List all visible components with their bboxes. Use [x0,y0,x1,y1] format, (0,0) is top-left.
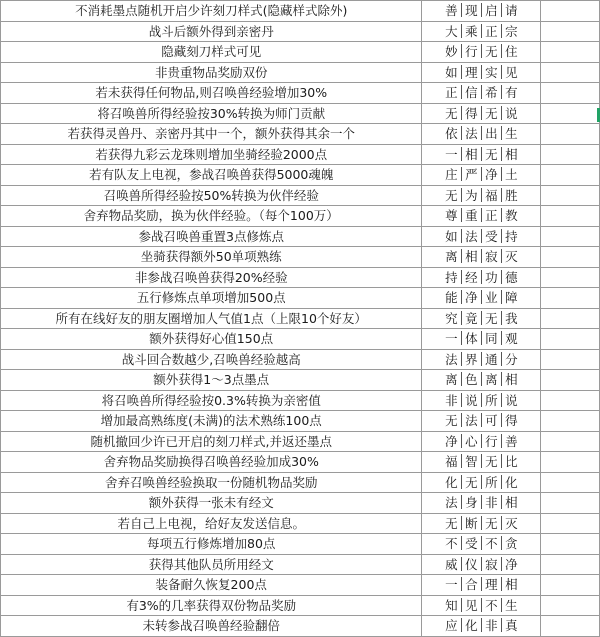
code-character: 净 [465,290,478,306]
code-character: 相 [465,146,478,162]
empty-cell[interactable] [541,370,600,391]
effect-cell[interactable]: 若未获得任何物品,则召唤兽经验增加30% [1,83,422,104]
code-cell[interactable] [422,616,541,637]
table-row [1,616,600,637]
code-character: 说 [505,105,518,121]
effect-cell[interactable]: 舍弃召唤兽经验换取一份随机物品奖励 [1,472,422,493]
code-character: 相 [465,249,478,265]
code-character: 寂 [485,249,498,265]
effect-cell[interactable]: 参战召唤兽重置3点修炼点 [1,226,422,247]
code-character: 无 [445,515,458,531]
code-character: 启 [485,3,498,19]
code-character: 相 [505,577,518,593]
code-character: 得 [465,105,478,121]
code-character: 法 [445,351,458,367]
code-character: 同 [485,331,498,347]
code-character: 重 [465,208,478,224]
code-character: 离 [445,249,458,265]
table-row [1,42,600,63]
table-row [1,206,600,227]
code-cell[interactable] [422,83,541,104]
effect-cell[interactable]: 所有在线好友的朋友圈增加人气值1点（上限10个好友） [1,308,422,329]
code-character: 无 [485,146,498,162]
effect-cell[interactable]: 舍弃物品奖励换得召唤兽经验加成30% [1,452,422,473]
table-row [1,349,600,370]
table-row [1,247,600,268]
empty-cell[interactable] [541,103,600,124]
code-character: 净 [445,433,458,449]
code-cell[interactable] [422,144,541,165]
code-cell[interactable] [422,103,541,124]
empty-cell[interactable] [541,62,600,83]
empty-cell[interactable] [541,452,600,473]
empty-cell[interactable] [541,206,600,227]
code-character: 身 [465,495,478,511]
effect-cell[interactable]: 若获得灵兽丹、亲密丹其中一个，额外获得其余一个 [1,124,422,145]
effect-cell[interactable]: 战斗回合数越少,召唤兽经验越高 [1,349,422,370]
code-cell[interactable] [422,554,541,575]
code-character: 究 [445,310,458,326]
code-cell[interactable] [422,472,541,493]
effect-cell[interactable]: 召唤兽所得经验按50%转换为伙伴经验 [1,185,422,206]
code-character: 威 [445,556,458,572]
empty-cell[interactable] [541,83,600,104]
code-character: 正 [485,23,498,39]
code-cell[interactable] [422,62,541,83]
code-character: 竟 [465,310,478,326]
code-character: 法 [465,126,478,142]
effect-cell[interactable]: 非参战召唤兽获得20%经验 [1,267,422,288]
effect-cell[interactable]: 若自己上电视，给好友发送信息。 [1,513,422,534]
code-character: 希 [485,85,498,101]
code-character: 不 [485,597,498,613]
code-character: 净 [505,556,518,572]
effect-cell[interactable]: 战斗后额外得到亲密丹 [1,21,422,42]
table-row [1,329,600,350]
table-row [1,411,600,432]
code-character: 合 [465,577,478,593]
code-cell[interactable] [422,288,541,309]
code-character: 无 [465,474,478,490]
code-character: 断 [465,515,478,531]
code-character: 所 [485,392,498,408]
code-character: 受 [465,536,478,552]
code-character: 一 [445,577,458,593]
code-character: 胜 [505,187,518,203]
effect-cell[interactable]: 隐藏刻刀样式可见 [1,42,422,63]
code-character: 无 [485,310,498,326]
code-character: 知 [445,597,458,613]
empty-cell[interactable] [541,42,600,63]
code-cell[interactable] [422,493,541,514]
effect-cell[interactable]: 若获得九彩云龙珠则增加坐骑经验2000点 [1,144,422,165]
table-row [1,513,600,534]
code-cell[interactable] [422,349,541,370]
code-cell[interactable] [422,452,541,473]
code-character: 净 [485,167,498,183]
code-character: 贪 [505,536,518,552]
empty-cell[interactable] [541,493,600,514]
code-character: 体 [465,331,478,347]
code-character: 不 [485,536,498,552]
code-cell[interactable] [422,124,541,145]
code-character: 心 [465,433,478,449]
table-row [1,452,600,473]
code-cell[interactable] [422,534,541,555]
code-character: 理 [485,577,498,593]
code-character: 持 [505,228,518,244]
table-row [1,431,600,452]
table-row [1,534,600,555]
empty-cell[interactable] [541,616,600,637]
code-character: 福 [445,454,458,470]
empty-cell[interactable] [541,185,600,206]
code-character: 有 [505,85,518,101]
empty-cell[interactable] [541,226,600,247]
code-character: 生 [505,597,518,613]
effect-cell[interactable]: 未转参战召唤兽经验翻倍 [1,616,422,637]
code-character: 障 [505,290,518,306]
code-character: 如 [445,64,458,80]
code-character: 分 [505,351,518,367]
code-character: 庄 [445,167,458,183]
code-character: 一 [445,331,458,347]
code-character: 应 [445,618,458,634]
code-character: 为 [465,187,478,203]
code-character: 无 [445,105,458,121]
empty-cell[interactable] [541,513,600,534]
code-cell[interactable] [422,21,541,42]
effect-cell[interactable]: 额外获得1～3点墨点 [1,370,422,391]
code-character: 福 [485,187,498,203]
code-character: 请 [505,3,518,19]
table-row [1,472,600,493]
code-character: 说 [505,392,518,408]
table-row [1,493,600,514]
code-cell[interactable] [422,431,541,452]
table-row [1,124,600,145]
code-cell[interactable] [422,411,541,432]
code-character: 正 [485,208,498,224]
empty-cell[interactable] [541,575,600,596]
code-character: 通 [485,351,498,367]
effect-cell[interactable]: 非贵重物品奖励双份 [1,62,422,83]
code-character: 行 [465,44,478,60]
code-character: 无 [485,44,498,60]
code-character: 善 [505,433,518,449]
table-row [1,575,600,596]
code-character: 寂 [485,556,498,572]
table-body [1,1,600,637]
empty-cell[interactable] [541,288,600,309]
code-character: 尊 [445,208,458,224]
effect-cell[interactable]: 每项五行修炼增加80点 [1,534,422,555]
code-character: 法 [465,413,478,429]
code-character: 离 [445,372,458,388]
table-row [1,83,600,104]
empty-cell[interactable] [541,431,600,452]
code-character: 教 [505,208,518,224]
effect-cell[interactable]: 将召唤兽所得经验按0.3%转换为亲密值 [1,390,422,411]
empty-cell[interactable] [541,247,600,268]
code-character: 无 [445,187,458,203]
empty-cell[interactable] [541,534,600,555]
empty-cell[interactable] [541,472,600,493]
code-cell[interactable] [422,42,541,63]
code-character: 见 [505,64,518,80]
code-character: 信 [465,85,478,101]
code-character: 正 [445,85,458,101]
code-character: 不 [445,536,458,552]
code-cell[interactable] [422,165,541,186]
code-character: 法 [445,495,458,511]
table-row [1,308,600,329]
empty-cell[interactable] [541,595,600,616]
code-character: 生 [505,126,518,142]
code-character: 严 [465,167,478,183]
code-character: 相 [505,495,518,511]
empty-cell[interactable] [541,390,600,411]
code-character: 行 [485,433,498,449]
effect-cell[interactable]: 不消耗墨点随机开启少许刻刀样式(隐藏样式除外) [1,1,422,22]
table-row [1,288,600,309]
code-character: 非 [445,392,458,408]
code-character: 功 [485,269,498,285]
code-character: 智 [465,454,478,470]
code-cell[interactable] [422,247,541,268]
code-cell[interactable] [422,513,541,534]
code-character: 色 [465,372,478,388]
code-character: 实 [485,64,498,80]
table-row [1,103,600,124]
code-character: 得 [505,413,518,429]
code-character: 善 [445,3,458,19]
table-row [1,267,600,288]
empty-cell[interactable] [541,124,600,145]
code-character: 经 [465,269,478,285]
table-row [1,390,600,411]
table-row [1,370,600,391]
effect-cell[interactable]: 将召唤兽所得经验按30%转换为师门贡献 [1,103,422,124]
code-cell[interactable] [422,575,541,596]
code-character: 我 [505,310,518,326]
code-character: 如 [445,228,458,244]
code-cell[interactable] [422,1,541,22]
code-character: 乘 [465,23,478,39]
code-character: 离 [485,372,498,388]
code-character: 德 [505,269,518,285]
code-cell[interactable] [422,595,541,616]
code-cell[interactable] [422,329,541,350]
code-character: 现 [465,3,478,19]
effect-cell[interactable]: 五行修炼点单项增加500点 [1,288,422,309]
effect-cell[interactable]: 若有队友上电视，参战召唤兽获得5000魂魄 [1,165,422,186]
empty-cell[interactable] [541,267,600,288]
code-character: 无 [485,454,498,470]
code-character: 见 [465,597,478,613]
code-character: 出 [485,126,498,142]
code-character: 灭 [505,515,518,531]
effect-cell[interactable]: 舍弃物品奖励，换为伙伴经验。（每个100万） [1,206,422,227]
code-cell[interactable] [422,206,541,227]
code-character: 无 [485,515,498,531]
effect-cell[interactable]: 增加最高熟练度(未满)的法术熟练100点 [1,411,422,432]
code-character: 住 [505,44,518,60]
empty-cell[interactable] [541,349,600,370]
code-character: 理 [465,64,478,80]
table-row [1,165,600,186]
code-character: 化 [445,474,458,490]
table-row [1,144,600,165]
empty-cell[interactable] [541,165,600,186]
table-row [1,21,600,42]
empty-cell[interactable] [541,144,600,165]
effect-cell[interactable]: 有3%的几率获得双份物品奖励 [1,595,422,616]
code-character: 宗 [505,23,518,39]
code-character: 妙 [445,44,458,60]
code-cell[interactable] [422,370,541,391]
code-character: 非 [485,618,498,634]
code-character: 可 [485,413,498,429]
code-character: 灭 [505,249,518,265]
table-row [1,185,600,206]
code-character: 大 [445,23,458,39]
code-cell[interactable] [422,267,541,288]
code-character: 持 [445,269,458,285]
table-row [1,554,600,575]
code-character: 无 [485,105,498,121]
code-character: 业 [485,290,498,306]
empty-cell[interactable] [541,21,600,42]
code-cell[interactable] [422,308,541,329]
code-character: 界 [465,351,478,367]
code-character: 受 [485,228,498,244]
empty-cell[interactable] [541,308,600,329]
table-row [1,595,600,616]
effect-cell[interactable]: 获得其他队员所用经文 [1,554,422,575]
code-character: 比 [505,454,518,470]
code-cell[interactable] [422,226,541,247]
code-cell[interactable] [422,185,541,206]
code-character: 真 [505,618,518,634]
effect-cell[interactable]: 随机撤回少许已开启的刻刀样式,并返还墨点 [1,431,422,452]
code-character: 化 [505,474,518,490]
code-character: 法 [465,228,478,244]
code-character: 无 [445,413,458,429]
table-row [1,1,600,22]
code-character: 依 [445,126,458,142]
effect-cell[interactable]: 额外获得好心值150点 [1,329,422,350]
empty-cell[interactable] [541,554,600,575]
code-character: 能 [445,290,458,306]
effect-cell[interactable]: 额外获得一张未有经文 [1,493,422,514]
code-character: 相 [505,372,518,388]
empty-cell[interactable] [541,329,600,350]
code-character: 非 [485,495,498,511]
code-character: 一 [445,146,458,162]
code-character: 仪 [465,556,478,572]
table-row [1,226,600,247]
code-character: 说 [465,392,478,408]
code-character: 观 [505,331,518,347]
code-character: 所 [485,474,498,490]
empty-cell[interactable] [541,411,600,432]
empty-cell[interactable] [541,1,600,22]
code-cell[interactable] [422,390,541,411]
effect-cell[interactable]: 坐骑获得额外50单项熟练 [1,247,422,268]
code-character: 相 [505,146,518,162]
code-character: 化 [465,618,478,634]
code-character: 土 [505,167,518,183]
effect-cell[interactable]: 装备耐久恢复200点 [1,575,422,596]
table-row [1,62,600,83]
